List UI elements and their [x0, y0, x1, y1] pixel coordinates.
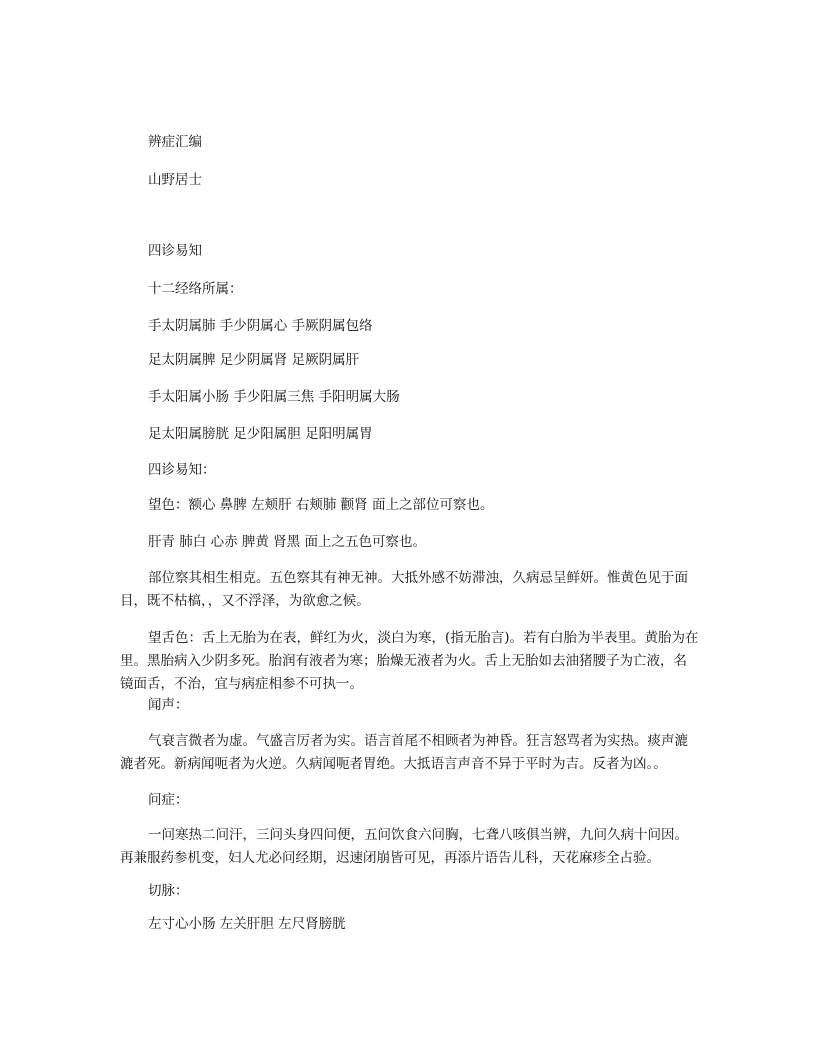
paragraph-foot-yin: 足太阴属脾 足少阴属肾 足厥阴属肝: [148, 352, 360, 368]
paragraph-position-analysis: 部位察其相生相克。五色察其有神无神。大抵外感不妨滞浊，久病忌呈鲜妍。惟黄色见于面目，既不枯槁，，又不浮泽，为欲愈之候。: [120, 570, 688, 609]
paragraph-hand-yang: 手太阳属小肠 手少阳属三焦 手阳明属大肠: [148, 389, 400, 405]
paragraph-inquiry-text: 一问寒热二问汗，三问头身四问便，五问饮食六问胸，七聋八咳俱当辨，九问久病十问因。再兼服药参机变，妇人尤必问经期，迟速闭崩皆可见，再添片语告儿科，天花麻疹全占验。: [120, 827, 688, 866]
paragraph-observe-color: 望色：额心 鼻脾 左颊肝 右颊肺 颧肾 面上之部位可察也。: [148, 497, 494, 513]
paragraph-hand-yin: 手太阴属肺 手少阴属心 手厥阴属包络: [148, 318, 373, 334]
paragraph-listen-heading: 闻声：: [148, 697, 189, 713]
paragraph-meridians-heading: 十二经络所属：: [148, 281, 243, 297]
paragraph-foot-yang: 足太阳属膀胱 足少阳属胆 足阳明属胃: [148, 426, 373, 442]
paragraph-four-diagnosis: 四诊易知：: [148, 462, 216, 478]
section-heading: 四诊易知: [148, 243, 202, 259]
paragraph-five-colors: 肝青 肺白 心赤 脾黄 肾黑 面上之五色可察也。: [148, 534, 426, 550]
paragraph-listen-voice: 气衰言微者为虚。气盛言厉者为实。语言首尾不相顾者为神昏。狂言怒骂者为实热。痰声漉漉者死。新病闻呃者为火逆。久病闻呃者胃绝。大抵语言声音不异于平时为吉。反者为凶。。: [120, 733, 688, 772]
document-title: 辨症汇编: [148, 134, 202, 150]
paragraph-inquiry-heading: 问症：: [148, 792, 189, 808]
paragraph-pulse-heading: 切脉：: [148, 883, 189, 899]
paragraph-pulse-left: 左寸心小肠 左关肝胆 左尺肾膀胱: [148, 916, 346, 932]
document-author: 山野居士: [148, 172, 202, 188]
paragraph-tongue-observation: 望舌色：舌上无胎为在表，鲜红为火，淡白为寒，(指无胎言)。若有白胎为半表里。黄胎为在里。黑胎病入少阴多死。胎润有液者为寒；胎燥无液者为火。舌上无胎如去油猪腰子为亡液，名镜面舌，不治，宜与病症相参不可执一。: [120, 630, 699, 692]
